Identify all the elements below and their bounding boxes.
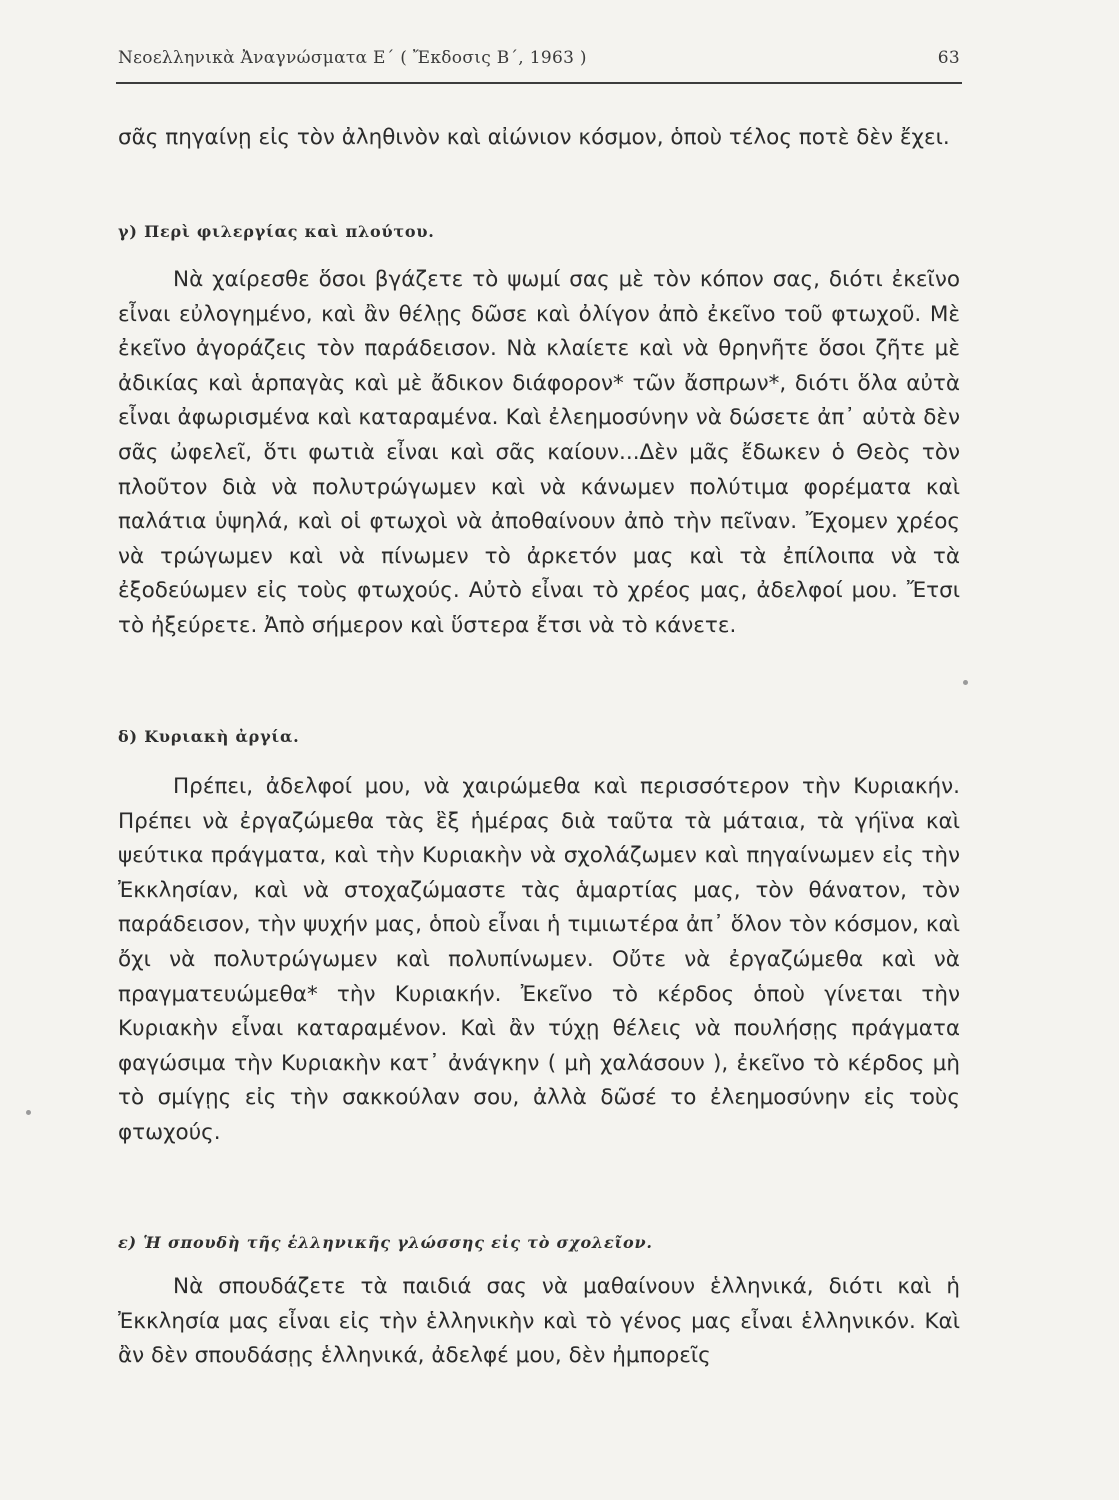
page-speck-margin	[26, 1110, 31, 1115]
paragraph-continuation: σᾶς πηγαίνῃ εἰς τὸν ἀληθινὸν καὶ αἰώνιον κόσμον, ὁποὺ τέλος ποτὲ δὲν ἔχει.	[118, 125, 950, 150]
section-heading-delta: δ) Κυριακὴ ἀργία.	[118, 727, 300, 746]
paragraph-kyriaki: Πρέπει, ἀδελφοί μου, νὰ χαιρώμεθα καὶ περισσότερον τὴν Κυριακήν. Πρέπει νὰ ἐργαζώμεθα τὰς ἓξ ἡμέρας διὰ ταῦτα τὰ μάταια, τὰ γήϊνα καὶ ψεύτικα πράγματα, καὶ τὴν Κυριακὴν νὰ σχολάζωμεν καὶ πηγαίνωμεν εἰς τὴν Ἐκκλησίαν, καὶ νὰ στοχαζώμαστε τὰς ἁμαρτίας μας, τὸν θάνατον, τὸν παράδεισον, τὴν ψυχήν μας, ὁποὺ εἶναι ἡ τιμιωτέρα ἀπ᾽ ὅλον τὸν κόσμον, καὶ ὄχι νὰ πολυτρώγωμεν καὶ πολυπίνωμεν. Οὔτε νὰ ἐργαζώμεθα καὶ νὰ πραγματευώμεθα* τὴν Κυριακήν. Ἐκεῖνο τὸ κέρδος ὁποὺ γίνεται τὴν Κυριακὴν εἶναι καταραμένον. Καὶ ἂν τύχῃ θέλεις νὰ πουλήσῃς πράγματα φαγώσιμα τὴν Κυριακὴν κατ᾽ ἀνάγκην ( μὴ χαλάσουν ), ἐκεῖνο τὸ κέρδος μὴ τὸ σμίγῃς εἰς τὴν σακκούλαν σου, ἀλλὰ δῶσέ το ἐλεημοσύνην εἰς τοὺς φτωχούς.	[118, 774, 960, 1145]
header-title: Νεοελληνικὰ Ἀναγνώσματα Ε´ ( Ἔκδοσις Β´, 1963 )	[118, 48, 587, 68]
section-heading-gamma: γ) Περὶ φιλεργίας καὶ πλούτου.	[118, 222, 435, 241]
page-number: 63	[937, 48, 960, 68]
paragraph-philergia: Νὰ χαίρεσθε ὅσοι βγάζετε τὸ ψωμί σας μὲ τὸν κόπον σας, διότι ἐκεῖνο εἶναι εὐλογημένο, καὶ ἂν θέλῃς δῶσε καὶ ὀλίγον ἀπὸ ἐκεῖνο τοῦ φτωχοῦ. Μὲ ἐκεῖνο ἀγοράζεις τὸν παράδεισον. Νὰ κλαίετε καὶ νὰ θρηνῆτε ὅσοι ζῆτε μὲ ἀδικίας καὶ ἁρπαγὰς καὶ μὲ ἄδικον διάφορον* τῶν ἄσπρων*, διότι ὅλα αὐτὰ εἶναι ἀφωρισμένα καὶ καταραμένα. Καὶ ἐλεημοσύνην νὰ δώσετε ἀπ᾽ αὐτὰ δὲν σᾶς ὠφελεῖ, ὅτι φωτιὰ εἶναι καὶ σᾶς καίουν...Δὲν μᾶς ἔδωκεν ὁ Θεὸς τὸν πλοῦτον διὰ νὰ πολυτρώγωμεν καὶ νὰ κάνωμεν πολύτιμα φορέματα καὶ παλάτια ὑψηλά, καὶ οἱ φτωχοὶ νὰ ἀποθαίνουν ἀπὸ τὴν πεῖναν. Ἔχομεν χρέος νὰ τρώγωμεν καὶ νὰ πίνωμεν τὸ ἀρκετόν μας καὶ τὰ ἐπίλοιπα νὰ τὰ ἐξοδεύωμεν εἰς τοὺς φτωχούς. Αὐτὸ εἶναι τὸ χρέος μας, ἀδελφοί μου. Ἔτσι τὸ ἠξεύρετε. Ἀπὸ σήμερον καὶ ὕστερα ἔτσι νὰ τὸ κάνετε.	[118, 267, 960, 638]
page-speck	[963, 680, 968, 685]
running-header	[118, 48, 960, 68]
header-rule	[116, 82, 962, 84]
section-heading-epsilon: ε) Ἡ σπουδὴ τῆς ἑλληνικῆς γλώσσης εἰς τὸ σχολεῖον.	[118, 1233, 653, 1252]
paragraph-spoudi: Νὰ σπουδάζετε τὰ παιδιά σας νὰ μαθαίνουν ἑλληνικά, διότι καὶ ἡ Ἐκκλησία μας εἶναι εἰς τὴν ἑλληνικὴν καὶ τὸ γένος μας εἶναι ἑλληνικόν. Καὶ ἂν δὲν σπουδάσῃς ἑλληνικά, ἀδελφέ μου, δὲν ἠμπορεῖς	[118, 1274, 960, 1369]
